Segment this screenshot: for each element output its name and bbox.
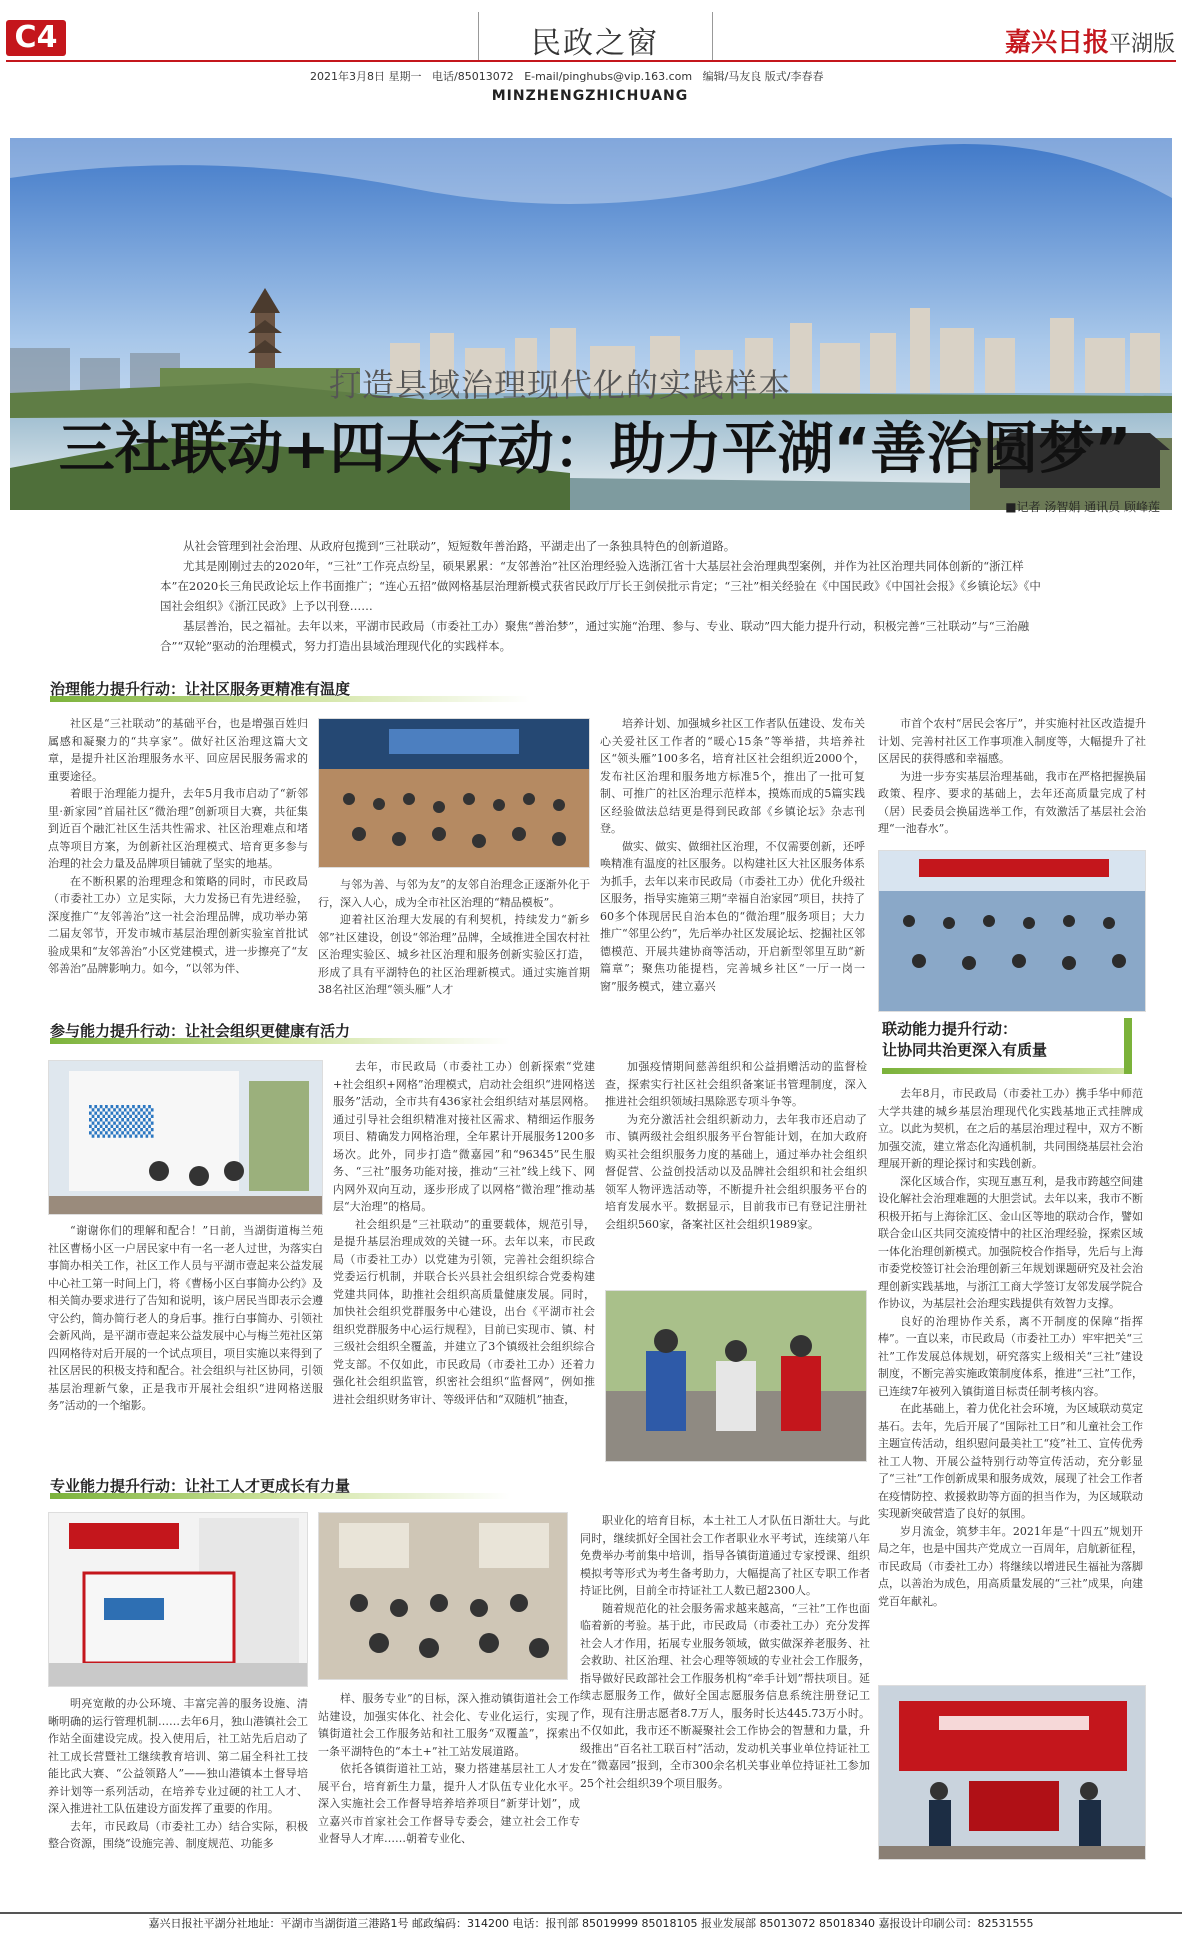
meeting-hall-image xyxy=(879,851,1146,1012)
classroom-image xyxy=(319,1513,568,1680)
section-heading-line2: 让协同共治更深入有质量 xyxy=(882,1041,1048,1059)
social-work-station-photo xyxy=(48,1512,308,1687)
paragraph: 市首个农村“居民会客厅”，并实施村社区改造提升计划、完善村社区工作事项准入制度等，大幅提升了社区居民的获得感和幸福感。 xyxy=(878,717,1146,765)
section-heading-text: 参与能力提升行动：让社会组织更健康有活力 xyxy=(50,1022,351,1040)
paragraph: 社区是“三社联动”的基础平台，也是增强百姓归属感和凝聚力的“共享家”。做好社区治理这篇大文章，是提升社区治理服务水平、回应居民服务需求的重要途径。 xyxy=(48,717,308,783)
plaque-ceremony-image xyxy=(879,1686,1146,1860)
paragraph: 加强疫情期间慈善组织和公益捐赠活动的监督检查，探索实行社区社会组织备案证书管理制度，深入推进社会组织领域扫黑除恶专项斗争等。 xyxy=(605,1060,867,1108)
divider xyxy=(712,12,713,60)
paragraph: 去年，市民政局（市委社工办）结合实际，积极整合资源，围绕“设施完善、制度规范、功能多 xyxy=(48,1819,308,1850)
article-column xyxy=(333,1058,595,1463)
article-column xyxy=(48,1695,308,1880)
paper-name: 嘉兴日报 xyxy=(1004,28,1109,58)
dateline xyxy=(310,68,910,84)
heading-bar xyxy=(882,1068,1124,1074)
election-photo xyxy=(878,850,1146,1012)
paragraph: 与邻为善、与邻为友”的友邻自治理念正逐渐外化于行，深入人心，成为全市社区治理的“精品模板”。 xyxy=(318,878,590,909)
svg-text:▒▒▒: ▒▒▒ xyxy=(89,1105,154,1138)
paragraph: 在不断积累的治理理念和策略的同时，市民政局（市委社工办）立足实际，大力发扬已有先进经验，深度推广“友邻善治”这一社会治理品牌，成功举办第二届友邻节，开发市城市基层治理创新实验室首批试验成果和“友邻善治”小区党建模式，进一步擦亮了“友邻善治”品牌影响力。如今，“以邻为伴、 xyxy=(48,874,308,975)
paragraph: 做实、做实、做细社区治理，不仅需要创新，还呼唤精准有温度的社区服务。以构建社区大社区服务体系为抓手，去年以来市民政局（市委社工办）优化升级社区服务，指导实施第三期“幸福自治家园”项目，扶持了60多个体现居民自治本色的“微治理”服务项目；大力推广“邻里公约”，先后举办社区发展论坛、挖掘社区邻德模范、开展共建协商等活动，开启新型邻里互助“新篇章”；聚焦功能提档，完善城乡社区“一厅一岗一窗”服务模式，建立嘉兴 xyxy=(600,839,865,993)
editor: 编辑/马友良 版式/李春春 xyxy=(702,70,824,83)
masthead-rule xyxy=(6,60,1176,62)
paragraph: 样、服务专业”的目标，深入推动镇街道社会工作站建设，加强实体化、社会化、专业化运行，实现了镇街道社会工作服务站和社工服务“双覆盖”，探索出一条平湖特色的“本土+”社工站发展道路。 xyxy=(318,1692,580,1758)
section-title: 民政之窗 xyxy=(531,26,659,61)
training-photo xyxy=(318,1512,568,1680)
section-heading-professional xyxy=(50,1475,510,1497)
page-number-badge: C4 xyxy=(6,20,66,56)
section-heading-text: 专业能力提升行动：让社工人才更成长有力量 xyxy=(50,1477,351,1495)
signing-wall-image xyxy=(49,1061,323,1215)
article-column xyxy=(48,715,308,1015)
intro-paragraph: 基层善治，民之福祉。去年以来，平湖市民政局（市委社工办）聚焦“善治梦”，通过实施“治理、参与、专业、联动”四大能力提升行动，积极完善“三社联动”与“三治融合”“双轮”驱动的治理模式，努力打造出县域治理现代化的实践样本。 xyxy=(160,619,1030,653)
article-column xyxy=(605,1058,867,1283)
outdoor-service-image xyxy=(606,1291,867,1462)
paragraph: 培养计划、加强城乡社区工作者队伍建设、发布关心关爱社区工作者的“暖心15条”等举措，共培养社区“领头雁”100多名，培育社区社会组织近2000个，发布社区治理和服务地方标准5个，推出了一批可复制、可推广的社区治理示范样本，摸炼而成的5篇实践区经验做法总结更是得到民政部《乡镇论坛》杂志刊登。 xyxy=(600,717,865,835)
masthead xyxy=(0,0,1182,104)
intro-text xyxy=(160,536,1050,656)
date: 2021年3月8日 星期一 xyxy=(310,70,422,83)
paragraph: “谢谢你们的理解和配合！”日前，当湖街道梅兰苑社区曹杨小区一户居民家中有一名一老人过世，为落实白事简办相关工作，社区工作人员与平湖市壹起来公益发展中心社工第一时间上门，将《曹杨小区白事简办公约》及相关简办要求进行了告知和说明，该户居民当即表示会遵守公约，简办简行老人的身后事。推行白事简办、引领社会新风尚，是平湖市壹起来公益发展中心与梅兰苑社区第四网格待对后开展的一个试点项目，项目实施以来得到了社区居民的积极支持和配合。社会组织与社区协同，引领基层治理新气象，正是我市开展社会组织“进网格送服务”活动的一个缩影。 xyxy=(48,1224,323,1412)
volunteer-photo xyxy=(605,1290,867,1462)
section-heading-governance xyxy=(50,678,530,700)
paragraph: 明亮宽敞的办公环境、丰富完善的服务设施、清晰明确的运行管理机制……去年6月，独山港镇社会工作站全面建设完成。投入使用后，社工站先后启动了社工成长营暨社工继续教育培训、第二届全科社工技能比武大赛、“公益领路人”——独山港镇本土督导培养计划等一系列活动，在培养专业过硬的社工人才、深入推进社工队伍建设方面发挥了重要的作用。 xyxy=(48,1697,308,1815)
section-heading-line1: 联动能力提升行动： xyxy=(882,1020,1018,1038)
section-heading-linkage xyxy=(882,1018,1132,1074)
paragraph: 为进一步夯实基层治理基础，我市在严格把握换届政策、程序、要求的基础上，去年还高质量完成了村（居）民委员会换届选举工作，有效激活了基层社会治理“一池春水”。 xyxy=(878,769,1146,835)
kicker-title: 打造县域治理现代化的实践样本 xyxy=(328,366,791,404)
edition-name: 平湖版 xyxy=(1108,32,1175,57)
email: E-mail/pinghubs@vip.163.com xyxy=(524,70,693,83)
article-column xyxy=(580,1512,870,1882)
office-interior-image xyxy=(49,1513,308,1687)
paragraph: 社会组织是“三社联动”的重要载体，规范引导，是提升基层治理成效的关键一环。去年以来，市民政局（市委社工办）以党建为引领，完善社会组织综合党委运行机制，并联合长兴县社会组织综合党委构建党建共同体，助推社会组织高质量健康发展。同时，加快社会组织党群服务中心建设，出台《平湖市社会组织党群服务中心运行规程》，目前已实现市、镇、村三级社会组织全覆盖，并建立了3个镇级社会组织综合党支部。不仅如此，市民政局（市委社工办）还着力强化社会组织监管，织密社会组织“监督网”，例如推进社会组织财务审计、等级评估和“双随机”抽查， xyxy=(333,1217,595,1406)
meeting-photo xyxy=(318,718,590,868)
paragraph: 去年8月，市民政局（市委社工办）携手华中师范大学共建的城乡基层治理现代化实践基地正式挂牌成立。以此为契机，在之后的基层治理过程中，双方不断加强交流，建立常态化沟通机制，共同围绕基层社会治理展开新的理论探讨和实践创新。 xyxy=(878,1087,1143,1170)
paragraph: 迎着社区治理大发展的有利契机，持续发力“新乡邻”社区建设，创设“邻治理”品牌，全域推进全国农村社区治理实验区、城乡社区治理和服务创新实验区打造，形成了具有平湖特色的社区治理新模式。通过实施首期38名社区治理“领头雁”人才 xyxy=(318,913,590,996)
section-pinyin: MINZHENGZHICHUANG xyxy=(491,88,689,104)
byline: ■记者 汤智娟 通讯员 顾峰莲 xyxy=(1005,500,1160,514)
divider xyxy=(478,12,479,60)
paragraph: 着眼于治理能力提升，去年5月我市启动了“新邻里·新家园”首届社区“微治理”创新项目大赛，共征集到近百个融汇社区生活共性需求、社区治理难点和堵点等项目方案，为创新社区治理模式、培育更多参与治理的社会力量及品牌项目铺就了坚实的地基。 xyxy=(48,787,308,870)
paragraph: 依托各镇街道社工站，聚力搭建基层社工人才发展平台，培育新生力量，提升人才队伍专业化水平。深入实施社会工作督导培养培养项目“新芽计划”，成立嘉兴市首家社会工作督导专委会，建立社会工作专业督导人才库……朝着专业化、 xyxy=(318,1762,580,1845)
paragraph: 岁月流金，筑梦丰年。2021年是“十四五”规划开局之年，也是中国共产党成立一百周年，启航新征程，市民政局（市委社工办）将继续以增进民生福祉为落脚点，以善治为成色，用高质量发展的“三社”成果，向建党百年献礼。 xyxy=(878,1524,1143,1608)
paragraph: 职业化的培育目标，本土社工人才队伍日渐壮大。与此同时，继续抓好全国社会工作者职业水平考试，连续第八年免费举办考前集中培训，指导各镇街道通过专家授课、组织模拟考等形式为考生备考助力，大幅提高了社区专职工作者持证比例，目前全市持证社工人数已超2300人。 xyxy=(580,1514,870,1597)
article-column xyxy=(878,1085,1143,1665)
article-column xyxy=(878,715,1146,845)
paragraph: 随着规范化的社会服务需求越来越高，“三社”工作也面临着新的考验。基于此，市民政局（市委社工办）充分发挥社会人才作用，拓展专业服务领域，做实做深养老服务、社会救助、社区治理、社会心理等领域的专业社会工作服务，指导做好民政部社会工作服务机构“牵手计划”帮扶项目。延续志愿服务工作，做好全国志愿服务信息系统注册登记工作，现有注册志愿者8.7万人，服务时长达445.73万小时。不仅如此，我市还不断凝聚社会工作协会的智慧和力量，升级推出“百名社工联百村”活动，发动机关事业单位持证社工在“微嘉园”报到，全市300余名机关事业单位持证社工参加25个社会组织39个项目服务。 xyxy=(580,1601,870,1790)
intro-paragraph: 从社会管理到社会治理、从政府包揽到“三社联动”，短短数年善治路，平湖走出了一条独具特色的创新道路。 xyxy=(183,539,736,553)
article-column xyxy=(318,876,590,1016)
paper-logo xyxy=(1000,22,1175,59)
intro-paragraph: 尤其是刚刚过去的2020年，“三社”工作亮点纷呈，硕果累累：“友邻善治”社区治理经验入选浙江省十大基层社会治理典型案例，并作为社区治理共同体创新的“浙江样本”在2020长三角民政论坛上作书面推广；“连心五招”做网格基层治理新模式获省民政厅厅长王剑侯批示肯定；“三社”相关经验在《中国民政》《中国社会报》《乡镇论坛》《中国社会组织》《浙江民政》上予以刊登…… xyxy=(160,559,1041,613)
conference-image xyxy=(319,719,590,868)
community-board-photo xyxy=(48,1060,323,1215)
paragraph: 良好的治理协作关系，离不开制度的保障“指挥棒”。一直以来，市民政局（市委社工办）牢牢把关“三社”工作发展总体规划，研究落实上级相关“三社”建设制度，不断完善实施政策制度体系，推进“三社”工作，已连续7年被列入镇街道目标责任制考核内容。 xyxy=(878,1314,1143,1398)
paragraph: 在此基础上，着力优化社会环境，为区域联动莫定基石。去年，先后开展了“国际社工日”和儿童社会工作主题宣传活动，组织慰问最美社工“疫”社工、宣传优秀社工人物、开展公益特别行动等宣传活动，充分彰显了“三社”工作创新成果和服务成效，展现了社会工作者在疫情防控、救援救助等方面的担当作为，为区域联动实现新突破营造了良好的氛围。 xyxy=(878,1402,1143,1520)
ceremony-photo xyxy=(878,1685,1146,1860)
section-heading-participation xyxy=(50,1020,510,1042)
page-footer: 嘉兴日报社平湖分社地址：平湖市当湖街道三港路1号 邮政编码：314200 电话：报刊部 85019999 85018105 报业发展部 85013072 85018340 嘉报设计印刷公司：82531555 xyxy=(0,1912,1182,1933)
article-column xyxy=(600,715,865,1015)
phone: 电话/85013072 xyxy=(432,70,514,83)
article-column xyxy=(318,1690,580,1880)
main-headline: 三社联动+四大行动：助力平湖“善治圆梦” xyxy=(58,417,1132,482)
paragraph: 为充分激活社会组织新动力，去年我市还启动了市、镇两级社会组织服务平台智能计划，在加大政府购买社会组织服务力度的基础上，通过举办社会组织督促营、公益创投活动以及品牌社会组织和社会组织领军人物评选活动等，不断提升社会组织服务平台的培育发展水平。数据显示，目前我市已有登记注册社会组织560家，备案社区社会组织1989家。 xyxy=(605,1112,867,1231)
section-heading-text: 治理能力提升行动：让社区服务更精准有温度 xyxy=(50,680,351,698)
article-column xyxy=(48,1222,323,1462)
paragraph: 深化区域合作，实现互惠互利，是我市跨越空间建设化解社会治理难题的大胆尝试。去年以来，我市不断积极开拓与上海徐汇区、金山区等地的联动合作，譬如联合金山区共同交流疫情中的社区治理经验，探索区域一体化治理创新模式。加强院校合作指导，先后与上海市委党校签订社会治理创新三年规划课题研究及社会治理创新实践基地，与浙江工商大学签订友邻发展学院合作协议，为基层社会治理实践提供有效智力支撑。 xyxy=(878,1174,1143,1310)
paragraph: 去年，市民政局（市委社工办）创新探索“党建+社会组织+网格”治理模式，启动社会组织“进网格送服务”活动，全市共有436家社会组织结对基层网格。通过引导社会组织精准对接社区需求、精细运作服务项目、精确发力网格治理，全年累计开展服务1200多场次。此外，同步打造“微嘉园”和“96345”民生服务、“三社”服务功能对接，推动“三社”线上线下、网内网外双向互动，逐步形成了以网格“微治理”推动基层“大治理”的格局。 xyxy=(333,1060,595,1213)
